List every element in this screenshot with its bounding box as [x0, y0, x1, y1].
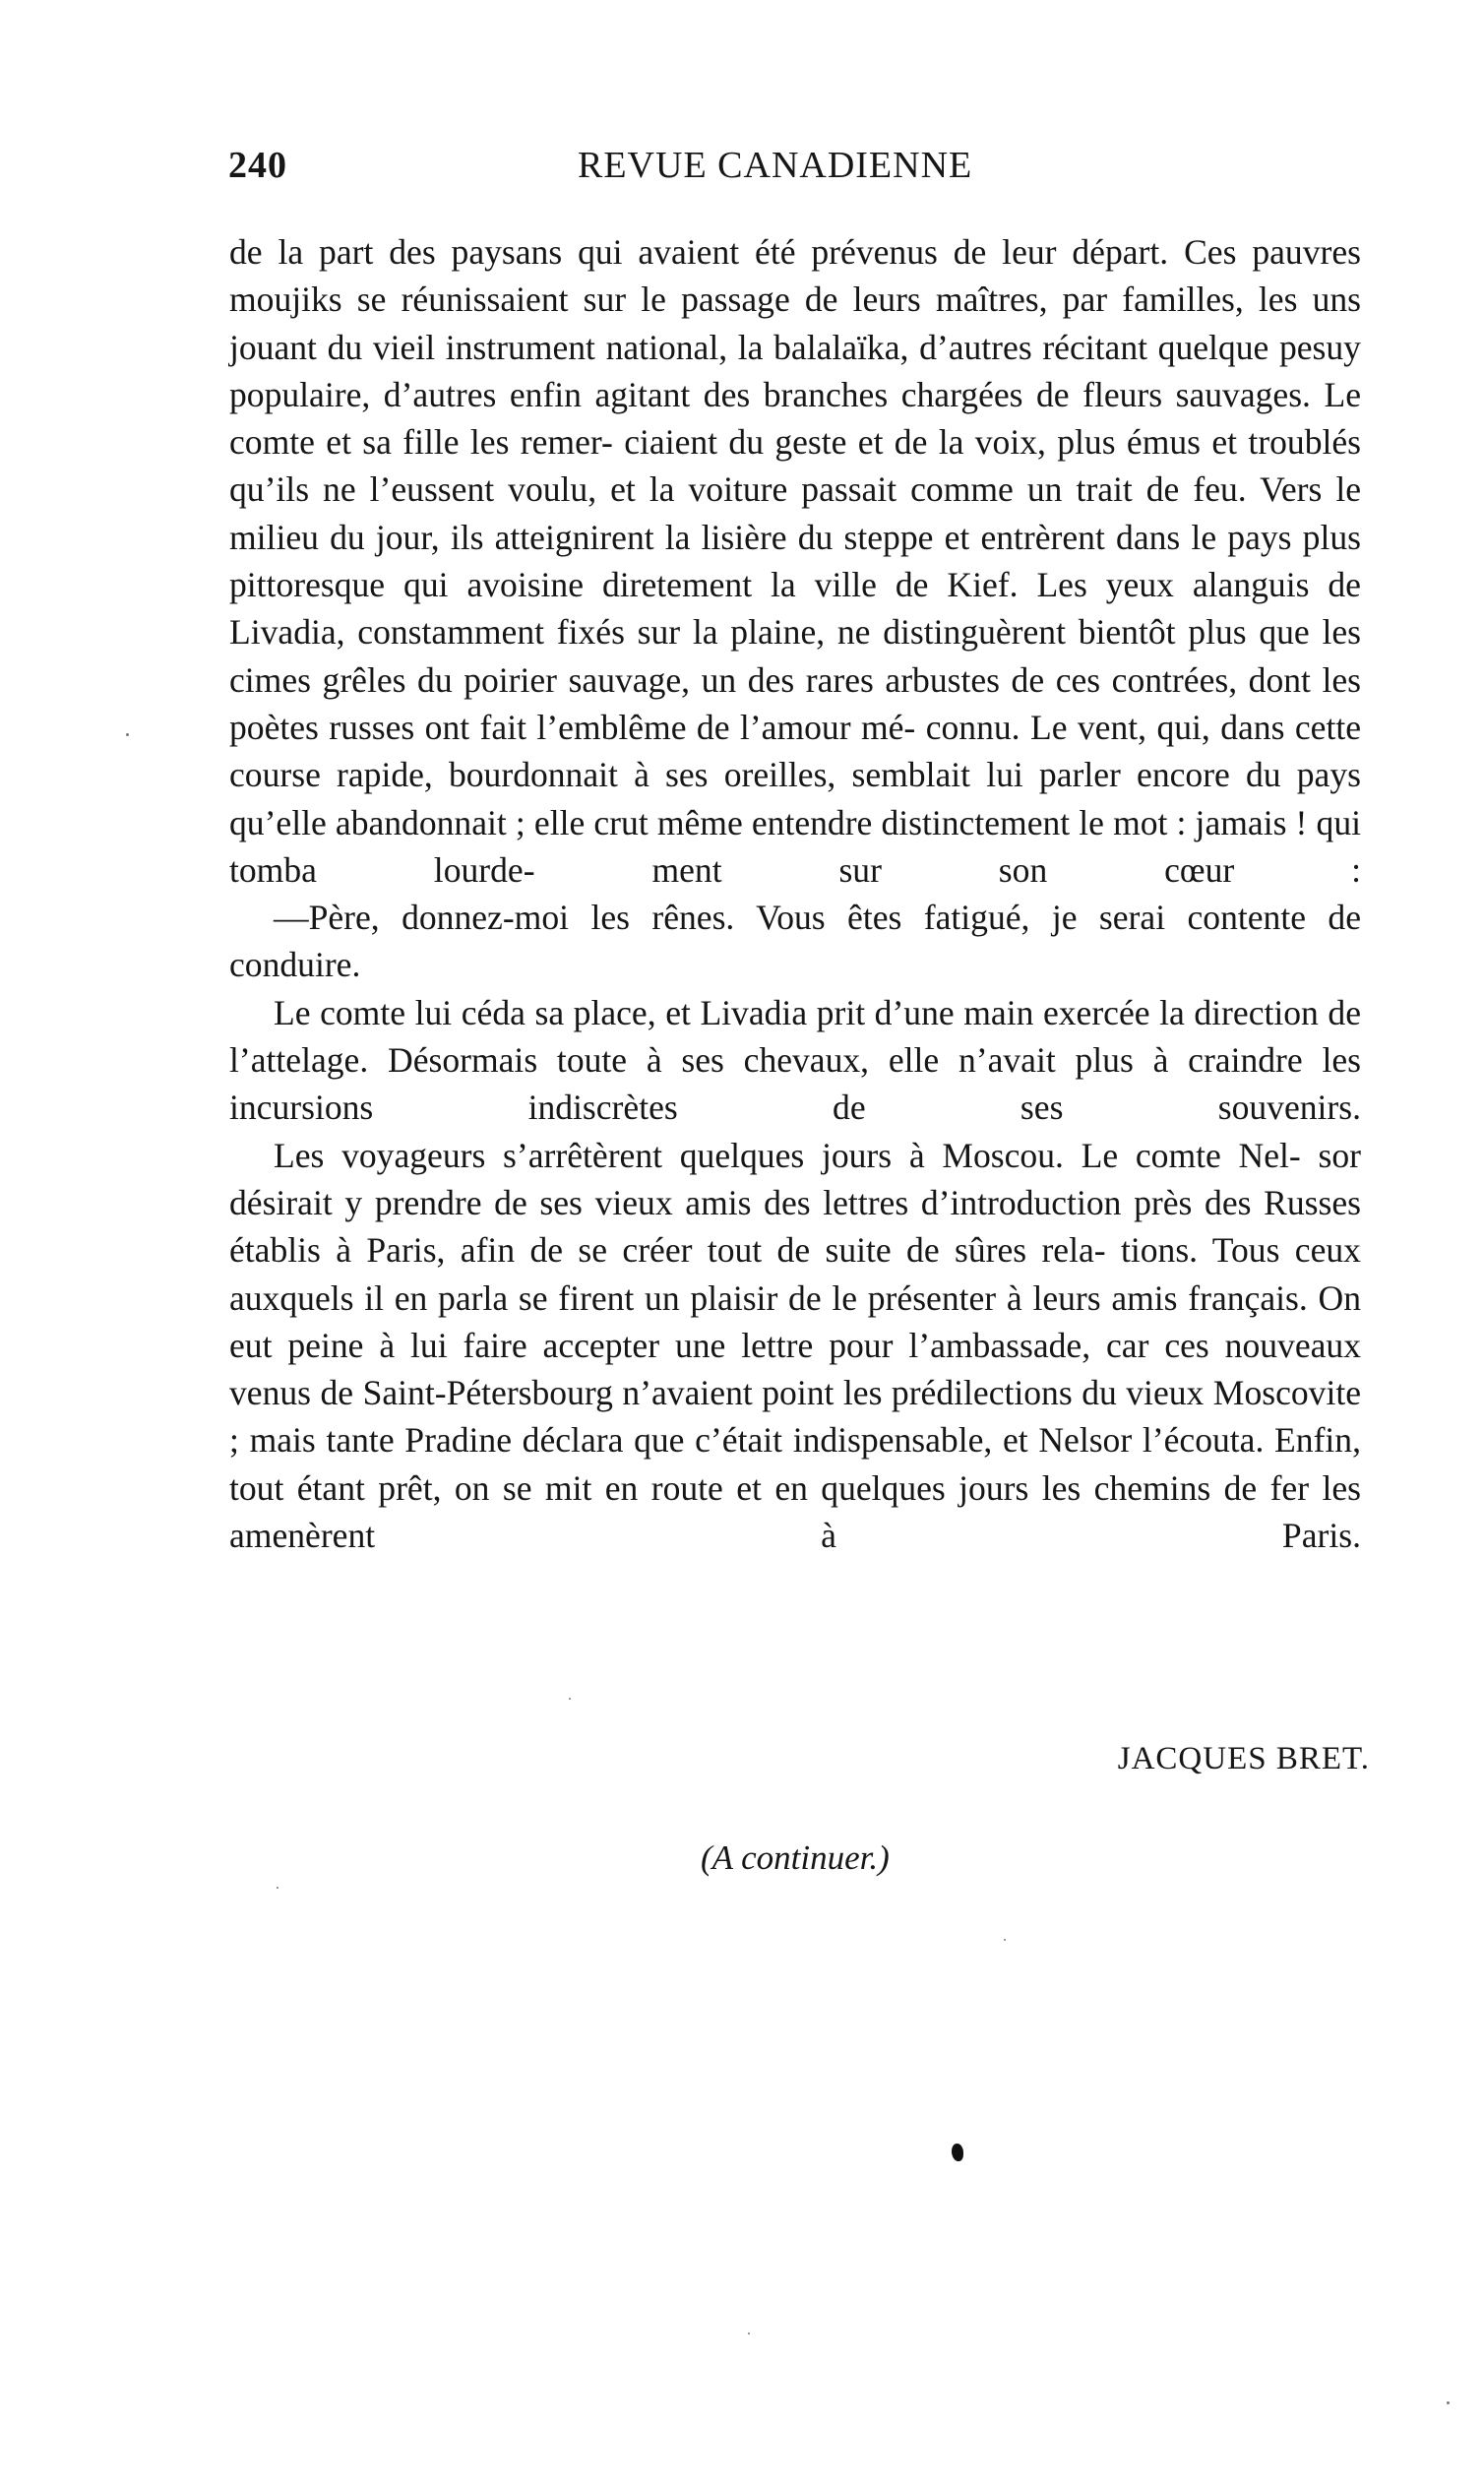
line: connu. Le vent, qui, dans cette course rapide, bourdonnait à ses — [229, 707, 1362, 795]
line: ment sur son cœur : — [651, 849, 1361, 890]
line: ciaient du geste et de la voix, plus émus et troublés qu’ils ne l’eussent — [229, 422, 1361, 510]
line: Le comte lui céda sa place, et Livadia prit d’une main exercée la — [274, 992, 1185, 1032]
line: branches chargées de fleurs sauvages. Le comte et sa fille les remer- — [229, 374, 1361, 463]
paragraph-4 — [229, 1132, 1361, 1560]
ink-blot-mark — [952, 2144, 963, 2161]
line: se mit en route et en quelques jours les chemins de fer les amenèrent — [229, 1467, 1361, 1556]
running-head — [228, 144, 1360, 199]
line: des Russes établis à Paris, afin de se créer tout de suite de sûres rela- — [229, 1182, 1361, 1271]
paper-speck — [569, 1698, 571, 1700]
line: à leurs amis français. On eut peine à lui faire accepter une lettre pour — [229, 1277, 1361, 1365]
line: de Livadia, constamment fixés sur la plaine, ne distinguèrent bientôt — [229, 565, 1361, 653]
line: sor désirait y prendre de ses vieux amis des lettres d’introduction près — [229, 1135, 1361, 1222]
line: ces contrées, dont les poètes russes ont fait l’emblême de l’amour mé- — [229, 659, 1361, 747]
journal-title: REVUE CANADIENNE — [578, 145, 973, 186]
author-name: JACQUES BRET. — [1117, 1741, 1370, 1776]
line: jour, ils atteignirent la lisière du steppe et entrèrent dans le pays plus — [375, 517, 1361, 557]
line: à craindre les incursions indiscrètes de ses souvenirs. — [229, 1040, 1361, 1128]
continuation-note: (A continuer.) — [701, 1838, 890, 1877]
line: tions. Tous ceux auxquels il en parla se firent un plaisir de le présenter — [229, 1230, 1361, 1318]
line: plus que les cimes grêles du poirier sauvage, un des rares arbustes de — [229, 612, 1361, 700]
line: de la part des paysans qui avaient été prévenus de leur départ. Ces — [229, 232, 1237, 272]
article-body — [229, 228, 1361, 1559]
line: crut même entendre distinctement le mot : jamais ! qui tomba lourde- — [229, 802, 1361, 890]
line: voulu, et la voiture passait comme un trait de feu. Vers le milieu du — [229, 469, 1361, 557]
line: conduire. — [229, 945, 361, 985]
paper-speck — [748, 2333, 750, 2334]
line: familles, les uns jouant du vieil instrument national, la balalaïka, — [229, 280, 1361, 367]
line: —Père, donnez-moi les rênes. Vous êtes fatigué, je serai contente de — [274, 898, 1361, 938]
line: l’ambassade, car ces nouveaux venus de Saint-Pétersbourg n’avaient — [229, 1325, 1361, 1413]
line: direction de l’attelage. Désormais toute à ses chevaux, elle n’avait plus — [229, 992, 1361, 1081]
line: à Paris. — [821, 1516, 1361, 1556]
line: oreilles, semblait lui parler encore du pays qu’elle abandonnait ; elle — [229, 755, 1361, 842]
paragraph-1 — [229, 228, 1361, 894]
line: point les prédilections du vieux Moscovite ; mais tante Pradine déclara — [229, 1373, 1362, 1461]
paper-speck — [1004, 1939, 1006, 1941]
paper-speck — [277, 1887, 278, 1889]
line: pauvres moujiks se réunissaient sur le passage de leurs maîtres, par — [229, 232, 1361, 320]
author-signature — [1118, 1741, 1370, 1777]
page-number: 240 — [228, 145, 287, 186]
line: pittoresque qui avoisine diretement la ville de Kief. Les yeux alanguis — [229, 565, 1310, 605]
line: que c’était indispensable, et Nelsor l’écouta. Enfin, tout étant prêt, on — [229, 1420, 1361, 1508]
paper-speck — [126, 733, 129, 736]
line: Les voyageurs s’arrêtèrent quelques jours à Moscou. Le comte Nel- — [274, 1135, 1301, 1175]
paper-speck — [1447, 2401, 1450, 2404]
line: d’autres récitant quelque pesuy populaire, d’autres enfin agitant des — [229, 327, 1361, 414]
paragraph-3 — [229, 989, 1361, 1132]
paragraph-2 — [229, 894, 1361, 989]
